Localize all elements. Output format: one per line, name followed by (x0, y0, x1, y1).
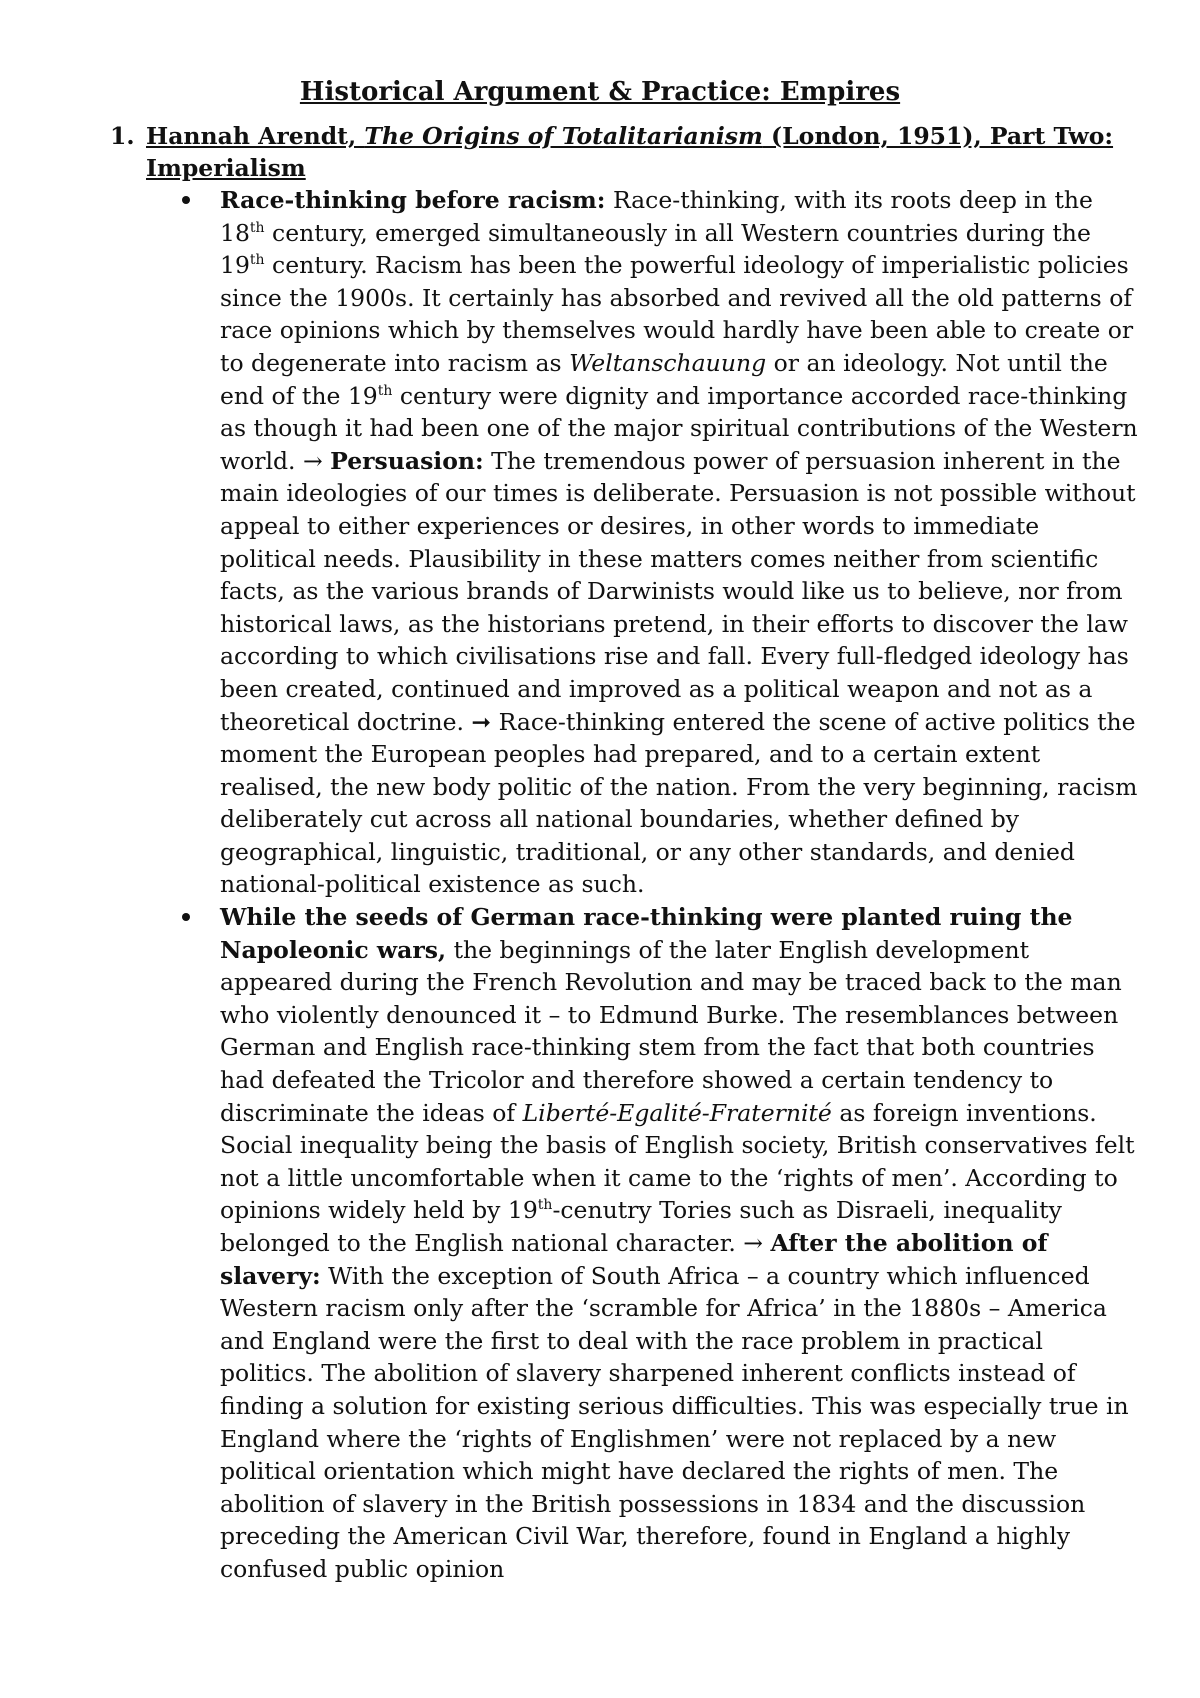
section-1 (110, 120, 1140, 1586)
bullet-heading: While the seeds of German race-thinking were planted ruing the Napoleonic wars, (220, 903, 1073, 964)
italic-term: Weltanschauung (569, 348, 767, 377)
bullet-text-run: With the exception of South Africa – a country which influenced Western racism only after the ‘scramble for Africa’ in the 1880s – America and England were the first to deal with the race problem in practical politics. The abolition of slavery sharpened inherent conflicts instead of finding a solution for existing serious difficulties. This was especially true in England where the ‘rights of Englishmen’ were not replaced by a new political orientation which might have declared the rights of men. The abolition of slavery in the British possessions in 1834 and the discussion preceding the American Civil War, therefore, found in England a highly confused public opinion (220, 1261, 1129, 1583)
italic-term: Liberté-Egalité-Fraternité (522, 1098, 832, 1127)
bullet-text (220, 184, 1142, 901)
bullet-text-run: Race-thinking entered the scene of active politics the moment the European peoples had prepared, and to a certain extent realised, the new body politic of the nation. From the very beginning, racism deliberately cut across all national boundaries, whether defined by geographical, linguistic, traditional, or any other standards, and denied national-political existence as such. (220, 707, 1138, 899)
bullet-text-run: the beginnings of the later English development appeared during the French Revolution and may be traced back to the man who violently denounced it – to Edmund Burke. The resemblances between German and English race-thinking stem from the fact that both countries had defeated the Tricolor and therefore showed a certain tendency to discriminate the ideas of (220, 935, 1122, 1127)
bullet-text-run: Race-thinking, with its roots deep in the 18 (220, 186, 1093, 247)
superscript: th (249, 219, 265, 236)
superscript: th (249, 252, 265, 269)
section-citation: (London, 1951), Part Two: Imperialism (146, 122, 1114, 182)
bullet-text-run: as foreign inventions. Social inequality being the basis of English society, British conservatives felt not a little uncomfortable when it came to the ‘rights of men’. According to opinions widely held by 19 (220, 1098, 1135, 1225)
section-heading-text (146, 122, 1113, 182)
bullet-subheading: After the abolition of slavery: (220, 1229, 1048, 1290)
bullet-text-run: The tremendous power of persuasion inherent in the main ideologies of our times is deliberate. Persuasion is not possible without appeal to either experiences or desires, in other words to immediate political needs. Plausibility in these matters comes neither from scientific facts, as the various brands of Darwinists would like us to believe, nor from historical laws, as the historians pretend, in their efforts to discover the law according to which civilisations rise and fall. Every full-fledged ideology has been created, continued and improved as a political weapon and not as a theoretical doctrine. (220, 446, 1136, 736)
bullet-heading: Race-thinking before racism: (220, 186, 606, 214)
section-author: Hannah Arendt, (146, 122, 365, 150)
document-title: Historical Argument & Practice: Empires (299, 77, 901, 107)
bullet-list (110, 184, 1140, 1586)
bullet-text-run: century, emerged simultaneously in all Western countries during the 19 (220, 218, 1091, 280)
section-heading (110, 120, 1140, 184)
bullet-subheading: Persuasion: (330, 446, 484, 475)
bullet-text-run: century were dignity and importance accorded race-thinking as though it had been one of the major spiritual contributions of the Western world. → (220, 381, 1138, 475)
section-number: 1. (110, 122, 135, 150)
superscript: th (377, 382, 393, 399)
bullet-text-run: century. Racism has been the powerful ideology of imperialistic policies since the 1900s. It certainly has absorbed and revived all the old patterns of race opinions which by themselves would hardly have been able to create or to degenerate into racism as (220, 251, 1134, 377)
superscript: th (537, 1197, 553, 1214)
list-item (0, 901, 1135, 1585)
bullet-text-run: -cenutry Tories such as Disraeli, inequality belonged to the English national character. → (220, 1196, 1062, 1257)
arrow-icon: ➞ (471, 707, 492, 736)
list-item (0, 184, 1138, 901)
bullet-text-run: or an ideology. Not until the end of the 19 (220, 348, 1108, 410)
bullet-icon (182, 913, 190, 921)
section-book-title: The Origins of Totalitarianism (364, 122, 763, 150)
bullet-text (220, 901, 1142, 1585)
bullet-icon (182, 196, 190, 204)
